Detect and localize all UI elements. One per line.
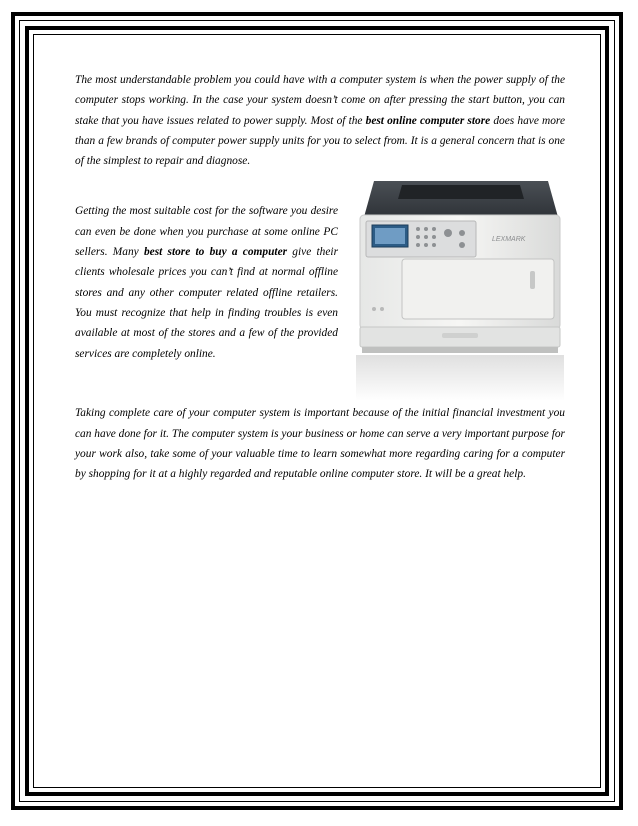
paragraph-text: Getting the most suitable cost for the software you desire can even be done when you purchase at some online PC sellers. Many (75, 205, 338, 259)
printer-image (352, 177, 565, 403)
paragraph-computer-care: Taking complete care of your computer system is important because of the initial financial investment you can have done for it. The computer system is your business or home can serve a very important purpose for your work also, take some of your valuable time to learn somewhat more regarding caring for a computer by shopping for it at a highly regarded and reputable online computer store. It will be a great help. (75, 407, 565, 481)
paragraph-text: give their clients wholesale prices you can’t find at normal offline stores and any other computer related offline retailers. You must recognize that help in finding troubles is even available at most of the stores and a few of the provided services are completely online. (75, 246, 339, 360)
paragraph-text: does have more than a few brands of computer power supply units for you to select from. It is a general concern that is one of the simplest to repair and diagnose. (75, 114, 565, 168)
best-online-computer-store-link[interactable]: best online computer store (365, 114, 491, 127)
paragraph-power-supply (75, 70, 565, 171)
paragraph-text: The most understandable problem you could have with a computer system is when the power supply of the computer stops working. In the case your system doesn’t come on after pressing the start button, you can stake that you have issues related to power supply. Most of the (75, 74, 565, 127)
document-body (75, 70, 565, 485)
printer-brand-label: LEXMARK (492, 236, 526, 244)
best-store-to-buy-a-computer-link[interactable]: best store to buy a computer (143, 246, 288, 259)
